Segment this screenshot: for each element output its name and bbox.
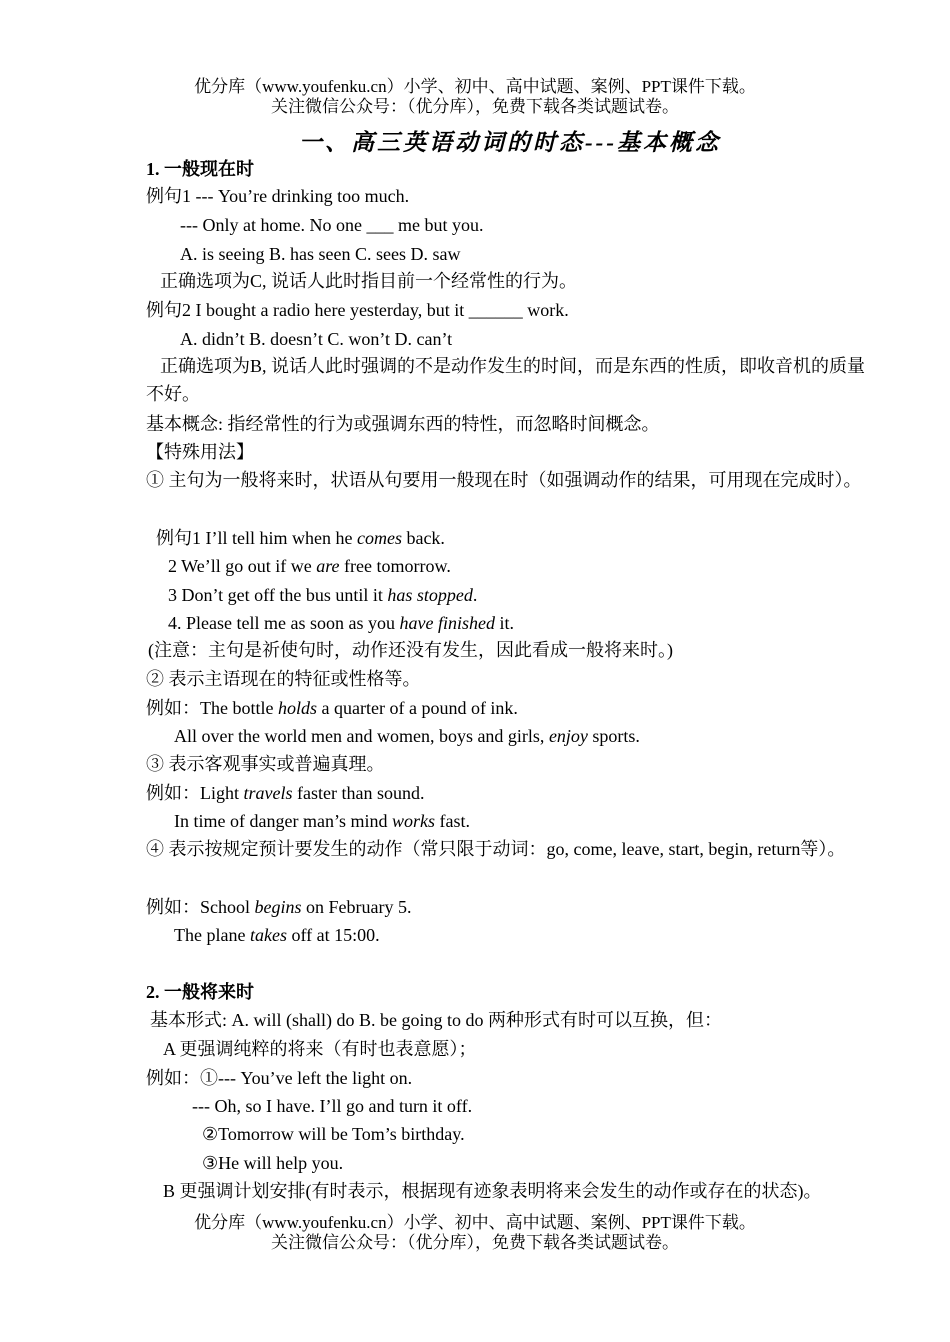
example-2-options: A. didn’t B. doesn’t C. won’t D. can’t (180, 329, 453, 349)
usage-1-note: (注意：主句是祈使句时，动作还没有发生，因此看成一般将来时。) (148, 640, 673, 660)
usage-1: ① 主句为一般将来时，状语从句要用一般现在时（如强调动作的结果，可用现在完成时）。 (146, 470, 862, 490)
usage-3: ③ 表示客观事实或普遍真理。 (146, 754, 385, 774)
future-form-b: B 更强调计划安排(有时表示，根据现有迹象表明将来会发生的动作或存在的状态)。 (163, 1181, 822, 1201)
section-heading-future: 2. 一般将来时 (146, 982, 254, 1002)
usage-1-example-2: 2 We’ll go out if we are free tomorrow. (168, 556, 451, 576)
usage-2-example-1: 例如：The bottle holds a quarter of a pound of ink. (146, 698, 518, 718)
usage-1-example-1: 例句1 I’ll tell him when he comes back. (156, 528, 445, 548)
future-example-1-reply: --- Oh, so I have. I’ll go and turn it off. (192, 1096, 473, 1116)
example-1-explanation: 正确选项为C, 说话人此时指目前一个经常性的行为。 (160, 271, 578, 291)
example-2-question: 例句2 I bought a radio here yesterday, but it ______ work. (146, 300, 569, 320)
future-example-2: ②Tomorrow will be Tom’s birthday. (202, 1124, 465, 1144)
basic-concept: 基本概念: 指经常性的行为或强调东西的特性，而忽略时间概念。 (146, 414, 660, 434)
future-form-a: A 更强调纯粹的将来（有时也表意愿）； (163, 1039, 477, 1059)
special-usage-heading: 【特殊用法】 (146, 442, 254, 462)
usage-1-example-4: 4. Please tell me as soon as you have finished it. (168, 613, 514, 633)
example-2-explanation: 正确选项为B, 说话人此时强调的不是动作发生的时间，而是东西的性质，即收音机的质量不好。 (146, 356, 866, 404)
future-example-1: 例如：①--- You’ve left the light on. (146, 1068, 413, 1088)
future-basic-forms: 基本形式: A. will (shall) do B. be going to do 两种形式有时可以互换，但： (150, 1010, 722, 1030)
usage-3-example-2: In time of danger man’s mind works fast. (174, 811, 470, 831)
example-1-options: A. is seeing B. has seen C. sees D. saw (180, 244, 461, 264)
example-1-question: 例句1 --- You’re drinking too much. (146, 186, 410, 206)
header-line-1: 优分库（www.youfenku.cn）小学、初中、高中试题、案例、PPT课件下载。 (194, 77, 756, 96)
usage-4: ④ 表示按规定预计要发生的动作（常只限于动词：go, come, leave, start, begin, return等）。 (146, 839, 846, 859)
usage-2: ② 表示主语现在的特征或性格等。 (146, 669, 421, 689)
usage-1-example-3: 3 Don’t get off the bus until it has stopped. (168, 585, 478, 605)
usage-3-example-1: 例如：Light travels faster than sound. (146, 783, 425, 803)
usage-4-example-1: 例如：School begins on February 5. (146, 897, 412, 917)
example-1-answer-line: --- Only at home. No one ___ me but you. (180, 215, 484, 235)
future-example-3: ③He will help you. (202, 1153, 344, 1173)
usage-2-example-2: All over the world men and women, boys and girls, enjoy sports. (174, 726, 640, 746)
section-heading-present: 1. 一般现在时 (146, 159, 254, 179)
footer-line-1: 优分库（www.youfenku.cn）小学、初中、高中试题、案例、PPT课件下载。 (194, 1213, 756, 1232)
page-title: 一、高三英语动词的时态---基本概念 (299, 130, 721, 155)
usage-4-example-2: The plane takes off at 15:00. (174, 925, 380, 945)
footer-line-2: 关注微信公众号：（优分库），免费下载各类试题试卷。 (271, 1233, 679, 1252)
header-line-2: 关注微信公众号：（优分库），免费下载各类试题试卷。 (271, 97, 679, 116)
